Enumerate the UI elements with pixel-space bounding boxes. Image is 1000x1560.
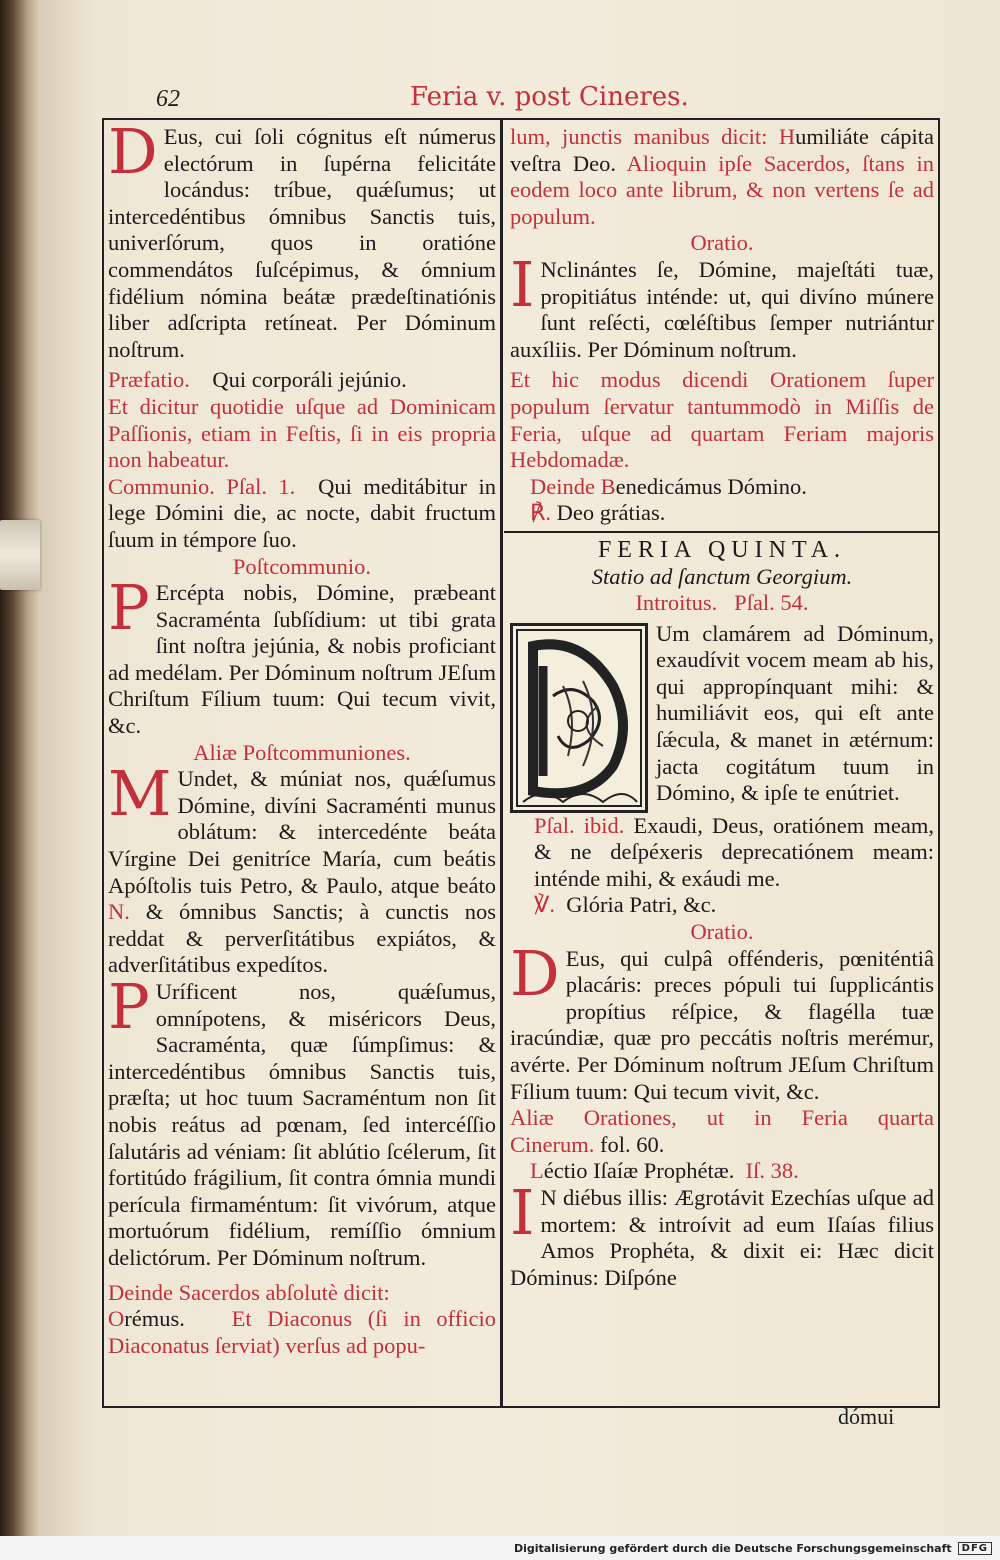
deinde-line — [510, 474, 934, 501]
footer-bar — [0, 1536, 1000, 1560]
aliae-orationes-line — [510, 1105, 934, 1158]
paragraph-text: N diébus illis: Ægrotávit Ezechías uſque ad mortem: & introívit ad eum Iſaías filius Amos Prophéta, & dixit ei: Hæc dicit Dóminus: Diſpóne — [510, 1185, 934, 1290]
response-text: Deo grátias. — [556, 500, 666, 526]
introitus-title: Introitus. Pſal. 54. — [635, 590, 809, 616]
rubric-label: Communio. Pſal. 1. — [108, 473, 296, 499]
continuation-paragraph — [510, 124, 934, 230]
drop-initial: D — [510, 936, 560, 1010]
paragraph-text: Ercépta nobis, Dómine, præbeant Sacraménta ſubſídium: ut tibi grata ſint noſtra jejúnia, & nobis proficiant ad medélam. Per Dóminum noſtrum JEſum Chriſtum Fílium tuum: Qui tecum vivit, &c. — [108, 580, 496, 739]
oremus-line — [108, 1306, 496, 1359]
paragraph-text: & ómnibus Sanctis; à cunctis nos reddat & perverſitátibus expiátos, & adverſitátibus expedítos. — [108, 899, 497, 978]
rubric-note: Aliæ Orationes, ut in Feria quarta Cinerum. — [510, 1105, 934, 1157]
lectio-text: éctio Iſaíæ Prophétæ. — [543, 1158, 735, 1184]
section-title: Oratio. — [690, 230, 754, 256]
drop-initial: I — [510, 1176, 535, 1249]
paragraph-text: Eus, qui culpâ offénderis, pœniténtiâ placáris: preces pópuli tui ſupplicántis propítius réſpice, & flagélla tuæ iracúndiæ, quæ pro peccátis noſtris merémur, avérte. Per Dóminum noſtrum JEſum Chriſtum Fílium tuum: Qui tecum vivit, &c. — [510, 945, 934, 1104]
drop-initial: M — [108, 757, 172, 831]
rubric-n: N. — [108, 899, 130, 925]
section-title: Oratio. — [690, 919, 754, 945]
scripture-ref: Iſ. 38. — [745, 1158, 799, 1184]
gloria-text: Glória Patri, &c. — [566, 892, 717, 918]
book-spine — [0, 0, 40, 1560]
rubric-note: lum, junctis manibus dicit: — [510, 124, 768, 149]
section-title: Aliæ Poſtcommuniones. — [193, 739, 411, 765]
paragraph-text: Eus, cui ſoli cógnitus eſt númerus electórum in ſupérna felicitáte locándus: tríbue, quǽſumus; ut intercedéntibus ómnibus Sanctis tuis, univerſórum, quos in oratióne commendátos ſuſcépimus, & ómnium fidélium nómina beátæ prædeſtinatiónis liber adſcripta retíneat. Per Dóminum noſtrum. — [108, 124, 496, 362]
rubric-initial: O — [108, 1306, 125, 1332]
deus-paragraph — [510, 936, 934, 1106]
page-header — [38, 80, 1000, 114]
rubric-note: Alioquin ipſe Sacerdos, ſtans in eodem loco ante librum, & non vertens ſe ad populum. — [510, 150, 934, 229]
lectio-line — [510, 1158, 934, 1185]
page-clip — [0, 520, 40, 590]
drop-initial: I — [510, 247, 535, 321]
footer-text: Digitalisierung gefördert durch die Deutsche Forschungsgemeinschaft — [513, 1541, 952, 1555]
communio-line — [108, 474, 496, 554]
rubric-initial: H — [778, 124, 796, 149]
rubric-note: Et hic modus dicendi Orationem ſuper populum ſervatur tantummodò in Miſſis de Feria, uſque ad quartam Feriam majoris Hebdomadæ. — [510, 367, 934, 473]
rubric-label: Præfatio. — [108, 367, 190, 393]
drop-initial: P — [108, 571, 150, 645]
versicle-symbol: ℣. — [534, 892, 556, 918]
munder-paragraph — [108, 757, 497, 979]
response-symbol: ℟. — [530, 500, 552, 526]
introit-paragraph — [510, 621, 934, 807]
collect-paragraph — [108, 115, 496, 363]
statio-line: Statio ad ſanctum Georgium. — [591, 563, 853, 589]
section-title: Poſtcommunio. — [232, 553, 372, 579]
deinde-text: enedicámus Dómino. — [615, 473, 807, 499]
right-column — [510, 124, 934, 1291]
dfg-logo: DFG — [958, 1542, 992, 1555]
psalm-text: Exaudi, Deus, oratiónem meam, & ne deſpéxeris deprecatiónem meam: inténde mihi, & exáudi me. — [534, 812, 935, 891]
rubric-label: Deinde B — [530, 473, 616, 499]
paragraph-text: Undet, & múniat nos, quǽſumus Dómine, divíni Sacraménti munus oblátum: & intercedénte beáta Vírgine Dei genitríce María, cum beátis Apóſtolis tuis Petro, & Paulo, atque beáto — [108, 766, 496, 898]
feria-title: FERIA QUINTA. — [597, 536, 847, 563]
folio-ref: fol. 60. — [600, 1131, 665, 1157]
drop-initial: D — [108, 115, 158, 188]
column-divider — [500, 118, 503, 1408]
prefatio-line — [108, 367, 496, 394]
left-column — [108, 115, 497, 1359]
psalm-line — [510, 813, 934, 893]
running-head: Feria v. post Cineres. — [410, 82, 689, 112]
drop-initial: P — [108, 970, 150, 1043]
prefatio-text: Qui corporáli jejúnio. — [212, 367, 407, 393]
section-rule — [504, 531, 940, 533]
gloria-line — [510, 892, 934, 919]
rubric-label: Pſal. ibid. — [534, 812, 625, 838]
rubric-note: Deinde Sacerdos abſolutè dicit: — [108, 1279, 390, 1305]
decorated-initial — [510, 623, 648, 813]
oremus-text: rémus. — [124, 1306, 185, 1332]
page-number: 62 — [156, 86, 180, 112]
paragraph-text: Nclinántes ſe, Dómine, majeſtáti tuæ, propitiátus inténde: ut, qui divíno múnere ſunt reſécti, cœléſtibus ſemper nutriántur auxíliis. Per Dóminum noſtrum. — [510, 256, 934, 362]
purificent-paragraph — [108, 970, 496, 1272]
rubric-initial: L — [530, 1158, 544, 1184]
paragraph-text: Um clamárem ad Dóminum, exaudívit vocem meam ab his, qui appropínquant mihi: & humiliávit eos, qui eſt ante ſǽcula, & manet in ætérnum: jacta cogitátum tuum in Dómino, & ipſe te enútriet. — [656, 620, 934, 806]
rubric-note: Et dicitur quotidie uſque ad Dominicam Paſſionis, etiam in Feſtis, ſi in eis propria non habeatur. — [108, 393, 496, 473]
postcommunio-paragraph — [108, 571, 496, 740]
inclinantes-paragraph — [510, 247, 934, 363]
paragraph-text: Uríficent nos, quǽſumus, omnípotens, & miséricors Deus, Sacraménta, quæ ſúmpſimus: & intercedéntibus ómnibus Sanctis tuis, præſta; ut hoc tuum Sacraméntum non ſit nobis reátus ad pœnam, ſed intercéſſio ſalutáris ad véniam: ſit ablútio ſcélerum, ſit fortitúdo frágilium, ſit contra ómnia mundi perícula firmaméntum: ſit vivórum, atque mortuórum fidélium, remíſſio ómnium delictórum. Per Dóminum noſtrum. — [108, 979, 496, 1270]
catchword: dómui — [838, 1404, 895, 1429]
communio-text: Qui meditábitur in lege Dómini die, ac nocte, dabit fructum ſuum in témpore ſuo. — [108, 473, 496, 552]
decorated-initial-art — [513, 626, 645, 810]
paragraph-text: umiliáte cápita veſtra Deo. — [510, 124, 934, 176]
lectio-paragraph — [510, 1176, 934, 1291]
rubric-note: Et Diaconus (ſi in officio Diaconatus ſerviat) verſus ad popu- — [108, 1306, 496, 1358]
response-line — [510, 500, 934, 527]
